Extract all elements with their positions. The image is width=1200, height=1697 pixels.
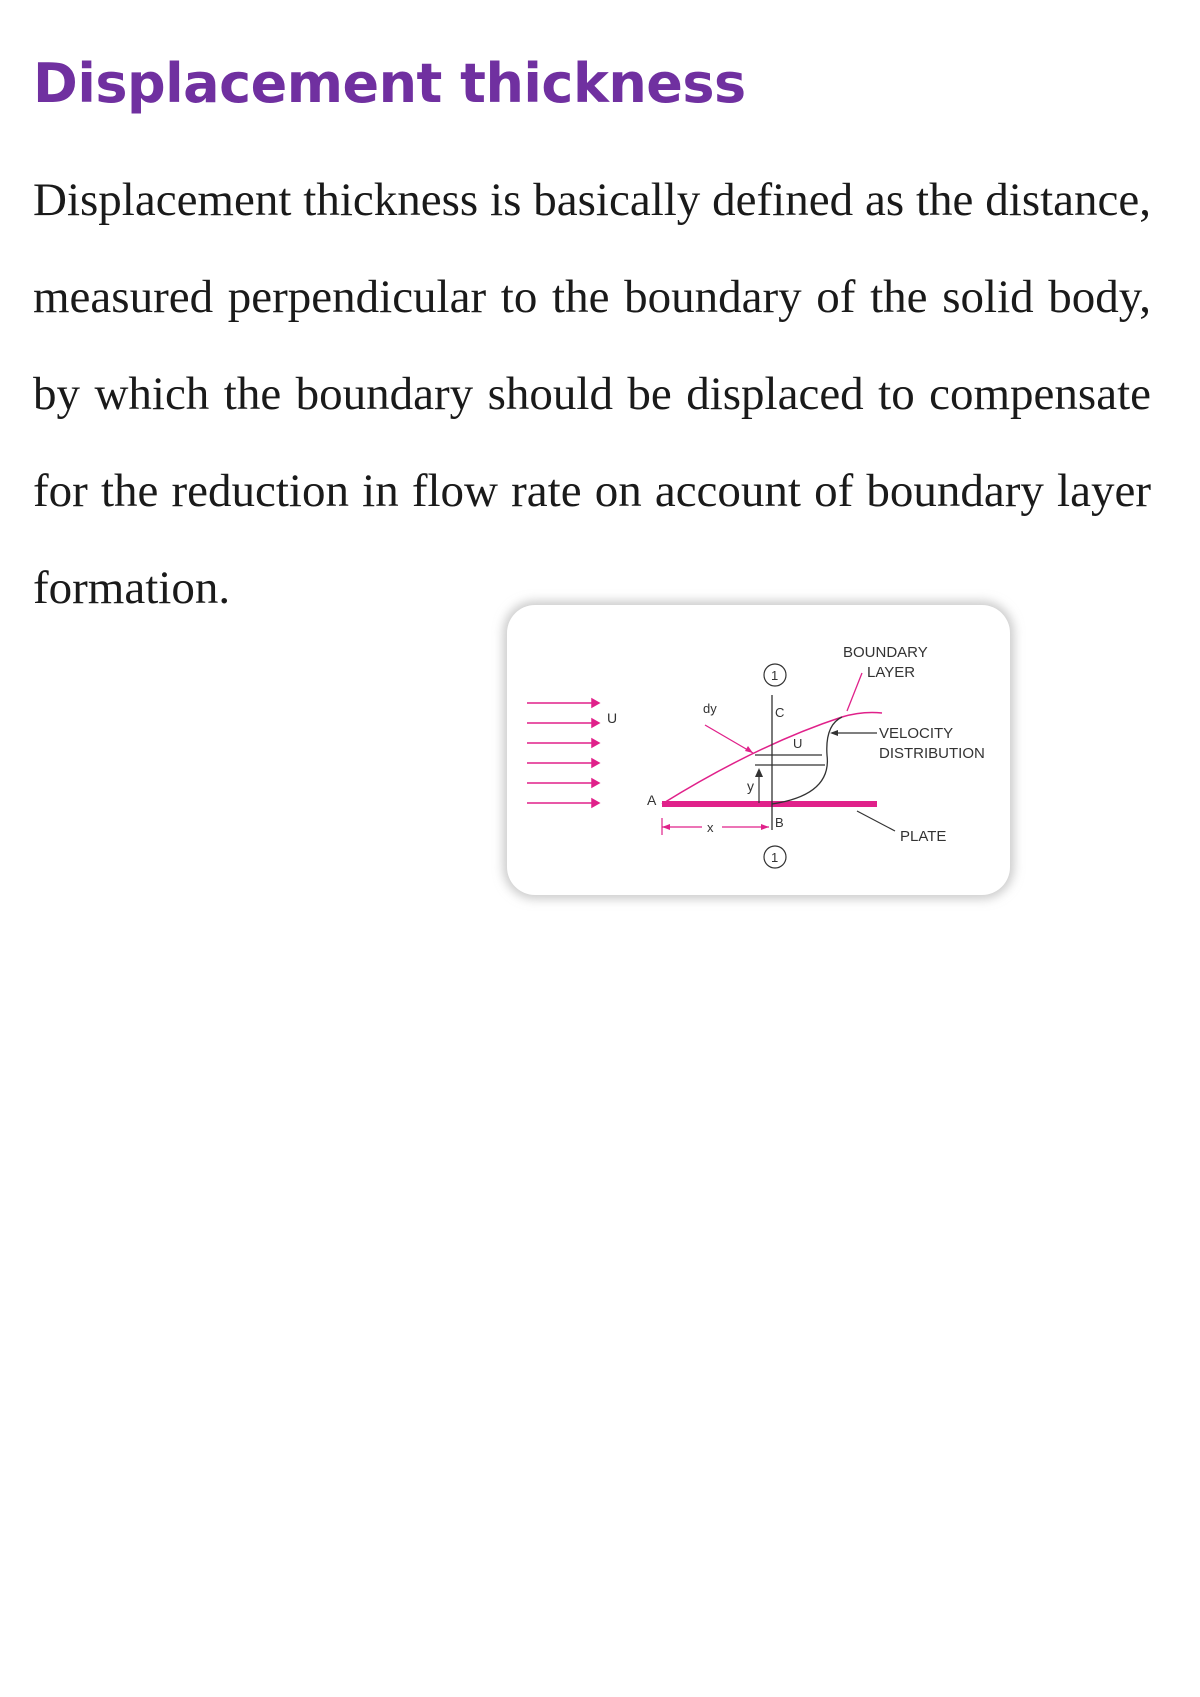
velocity-arrowhead — [830, 730, 838, 736]
boundary-layer-leader — [847, 673, 862, 711]
x-dim-arrow-right — [761, 824, 769, 830]
section-bottom-label: 1 — [771, 850, 779, 865]
y-label: y — [747, 778, 754, 794]
point-a-label: A — [647, 792, 657, 808]
boundary-layer-label-line2: LAYER — [867, 664, 916, 681]
local-u-label: U — [793, 736, 803, 751]
velocity-label-line1: VELOCITY — [879, 725, 954, 742]
y-arrowhead — [755, 768, 763, 777]
dy-arrowhead — [745, 746, 753, 753]
x-dim-arrow-left — [662, 824, 670, 830]
boundary-layer-label-line1: BOUNDARY — [843, 644, 928, 661]
freestream-arrows — [527, 699, 599, 807]
velocity-label-line2: DISTRIBUTION — [879, 745, 985, 762]
boundary-layer-diagram — [507, 605, 1010, 895]
section-top-label: 1 — [771, 668, 779, 683]
plate-leader — [857, 811, 895, 831]
dy-leader — [705, 725, 753, 753]
dy-label: dy — [703, 701, 717, 716]
x-label: x — [707, 820, 714, 835]
body-paragraph: Displacement thickness is basically defined as the distance, measured perpendicular to the boundary of the solid body, by which the boundary should be displaced to compensate for the reduction in flow rate on account of boundary layer formation. — [33, 174, 1151, 614]
boundary-layer-figure — [507, 605, 1010, 895]
point-c-label: C — [775, 705, 785, 720]
page-title: Displacement thickness — [33, 52, 746, 115]
freestream-u-label: U — [607, 710, 618, 726]
point-b-label: B — [775, 815, 784, 830]
plate-label: PLATE — [900, 828, 947, 845]
